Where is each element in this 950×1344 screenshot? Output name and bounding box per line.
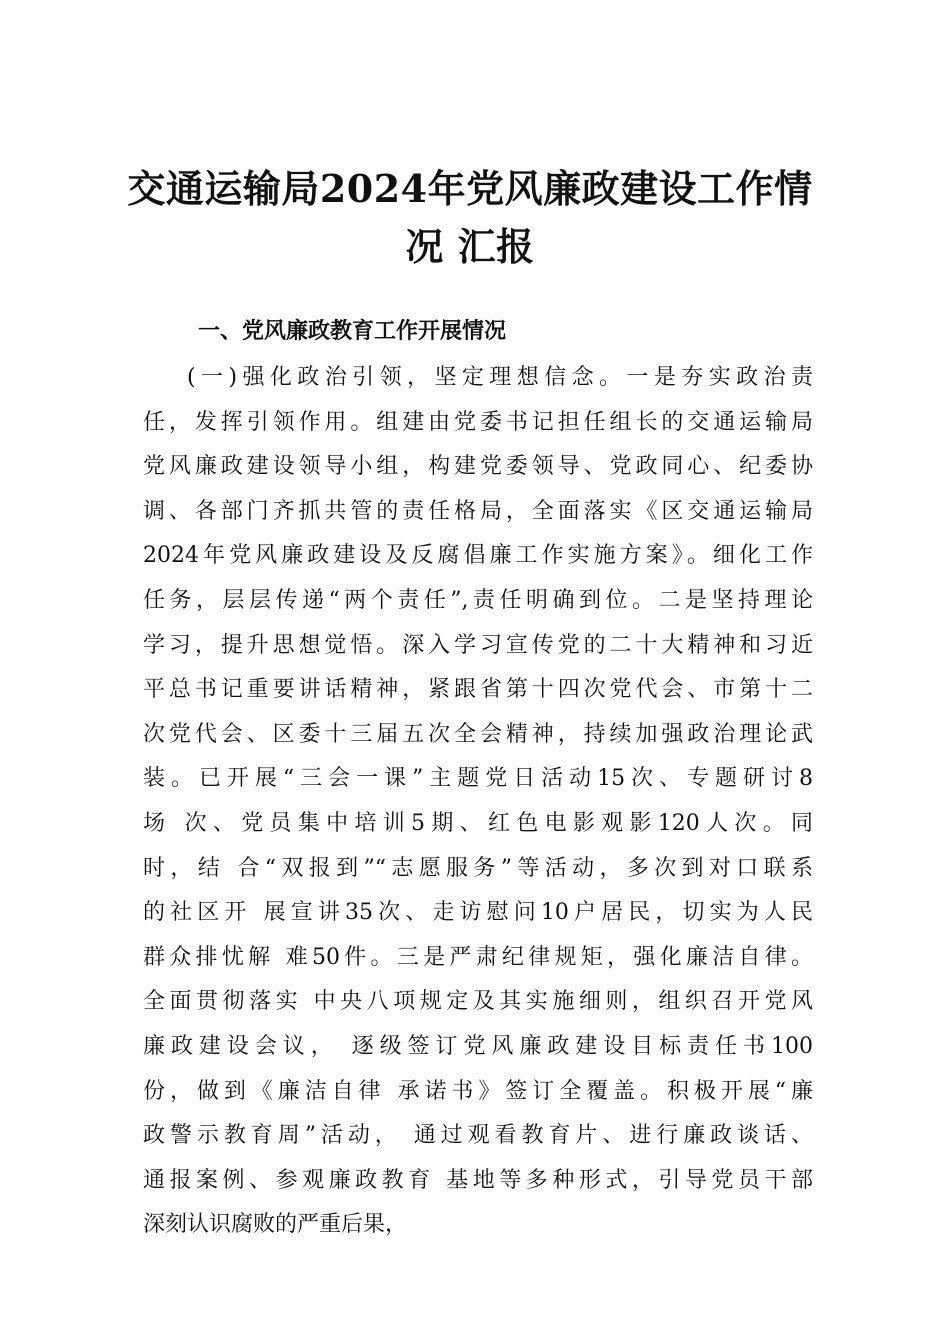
paragraph-line: 次党代会、区委十三届五次全会精神，持续加强政治理论武 xyxy=(143,721,813,747)
body-paragraph xyxy=(143,356,813,1248)
paragraph-line: 的社区开 展宣讲35次、走访慰问10户居民，切实为人民 xyxy=(143,900,813,926)
document-title xyxy=(120,160,820,276)
paragraph-line: 份，做到《廉洁自律 承诺书》签订全覆盖。积极开展“廉 xyxy=(143,1078,813,1104)
section-heading: 一、党风廉政教育工作开展情况 xyxy=(198,319,507,344)
paragraph-line: 通报案例、参观廉政教育 基地等多种形式，引导党员干部 xyxy=(143,1167,813,1193)
paragraph-line: (一)强化政治引领，坚定理想信念。一是夯实政治责 xyxy=(187,365,813,390)
paragraph-line: 政警示教育周”活动， 通过观看教育片、进行廉政谈话、 xyxy=(143,1123,813,1149)
paragraph-line: 群众排忧解 难50件。三是严肃纪律规矩，强化廉洁自律。 xyxy=(143,944,813,970)
paragraph-line: 场 次、党员集中培训5期、红色电影观影120人次。同 xyxy=(143,810,813,836)
paragraph-line: 平总书记重要讲话精神，紧跟省第十四次党代会、市第十二 xyxy=(143,677,813,703)
title-line-2: 况 汇报 xyxy=(405,224,535,269)
paragraph-line: 深刻认识腐败的严重后果， xyxy=(143,1212,408,1238)
paragraph-line: 时，结 合“双报到”“志愿服务”等活动，多次到对口联系 xyxy=(143,855,813,881)
paragraph-line: 党风廉政建设领导小组，构建党委领导、党政同心、纪委协 xyxy=(143,454,813,480)
paragraph-line: 学习，提升思想觉悟。深入学习宣传党的二十大精神和习近 xyxy=(143,632,813,658)
paragraph-line: 廉政建设会议， 逐级签订党风廉政建设目标责任书100 xyxy=(143,1033,813,1059)
paragraph-line: 2024年党风廉政建设及反腐倡廉工作实施方案》。细化工作 xyxy=(143,543,813,569)
paragraph-line: 装。已开展“三会一课”主题党日活动15次、专题研讨8 xyxy=(143,766,813,792)
paragraph-line: 任，发挥引领作用。组建由党委书记担任组长的交通运输局 xyxy=(143,409,813,435)
paragraph-line: 调、各部门齐抓共管的责任格局，全面落实《区交通运输局 xyxy=(143,498,813,524)
paragraph-line: 全面贯彻落实 中央八项规定及其实施细则，组织召开党风 xyxy=(143,989,813,1015)
title-line-1: 交通运输局2024年党风廉政建设工作情 xyxy=(127,166,813,211)
paragraph-line: 任务，层层传递“两个责任”,责任明确到位。二是坚持理论 xyxy=(143,587,813,613)
